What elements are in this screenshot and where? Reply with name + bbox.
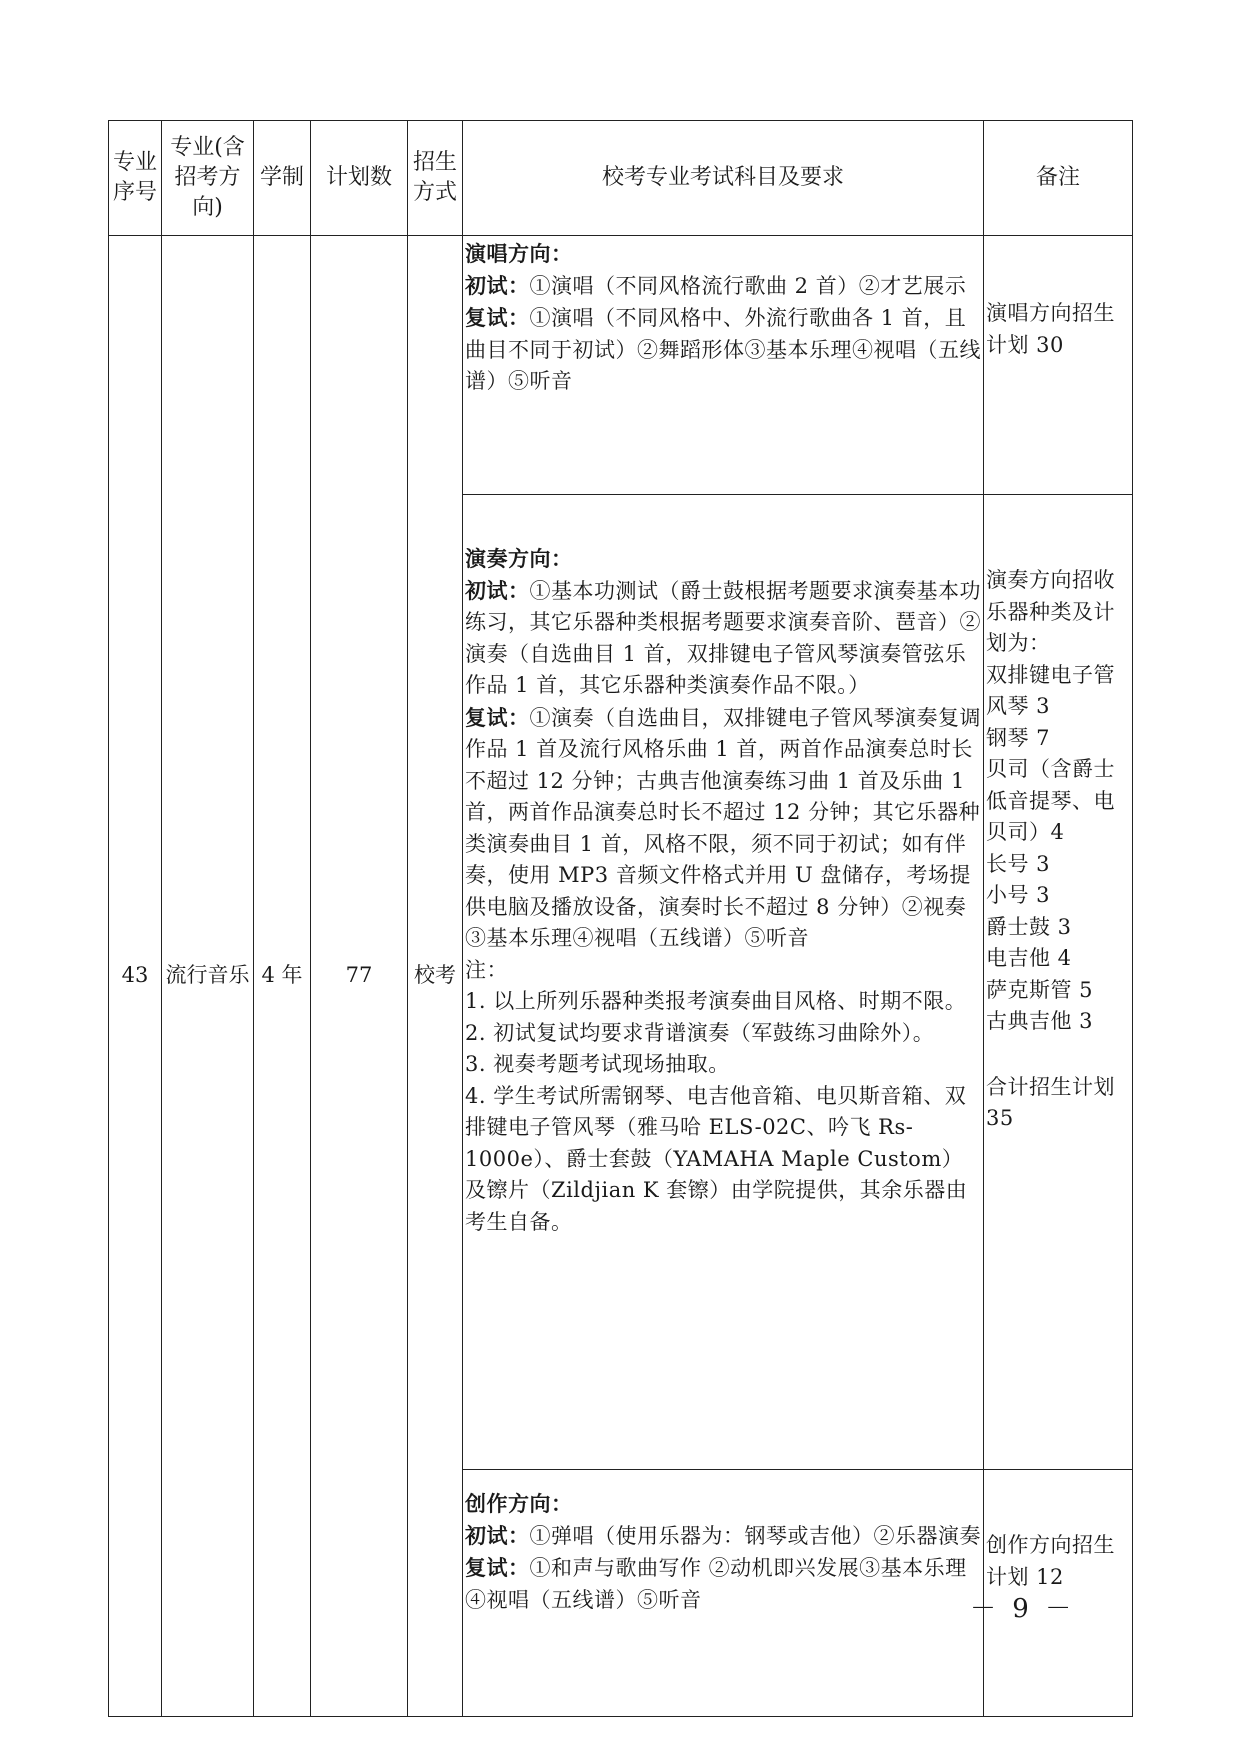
cell-requirements-singing	[463, 236, 984, 495]
notes-title: 注：	[465, 957, 508, 982]
cell-requirements-performance	[463, 495, 984, 1470]
note-item: 2. 初试复试均要求背谱演奏（军鼓练习曲除外）。	[465, 1020, 935, 1045]
initial-text: ①演唱（不同风格流行歌曲 2 首）②才艺展示	[529, 273, 967, 298]
cell-requirements-composition	[463, 1470, 984, 1717]
retest-text: ①和声与歌曲写作 ②动机即兴发展③基本乐理④视唱（五线谱）⑤听音	[465, 1556, 967, 1612]
remark-item: 电吉他 4	[986, 946, 1072, 970]
remark-item: 萨克斯管 5	[986, 977, 1094, 1002]
header-duration: 学制	[254, 121, 311, 236]
cell-seq: 43	[109, 236, 162, 1717]
retest-label: 复试：	[465, 704, 530, 730]
remark-total: 合计招生计划 35	[986, 1074, 1115, 1130]
remark-text: 演唱方向招生计划 30	[986, 301, 1115, 357]
direction-title: 演奏方向：	[465, 546, 573, 571]
note-item: 3. 视奏考题考试现场抽取。	[465, 1052, 730, 1076]
note-item: 1. 以上所列乐器种类报考演奏曲目风格、时期不限。	[465, 989, 967, 1013]
initial-label: 初试：	[465, 272, 530, 298]
remark-item: 古典吉他 3	[986, 1009, 1094, 1033]
retest-text: ①演唱（不同风格中、外流行歌曲各 1 首，且曲目不同于初试）②舞蹈形体③基本乐理④视唱（五线谱）⑤听音	[465, 306, 981, 393]
table-row-singing	[109, 236, 1133, 495]
remark-item: 钢琴 7	[986, 725, 1051, 750]
remark-intro: 演奏方向招收乐器种类及计划为：	[986, 568, 1115, 655]
header-row	[109, 121, 1133, 236]
cell-plan: 77	[311, 236, 408, 1717]
page-number: － 9 －	[970, 1594, 1076, 1624]
header-major: 专业(含招考方向)	[162, 121, 254, 236]
direction-title: 创作方向：	[465, 1491, 573, 1516]
initial-label: 初试：	[465, 1522, 530, 1548]
remark-item: 双排键电子管风琴 3	[986, 662, 1115, 718]
cell-major: 流行音乐	[162, 236, 254, 1717]
direction-title: 演唱方向：	[465, 241, 573, 266]
header-plan: 计划数	[311, 121, 408, 236]
cell-remark-singing	[984, 236, 1133, 495]
header-remarks: 备注	[984, 121, 1133, 236]
retest-label: 复试：	[465, 1555, 530, 1580]
admission-table	[108, 120, 1133, 1717]
remark-spacer	[986, 1038, 1130, 1072]
retest-label: 复试：	[465, 305, 530, 330]
cell-remark-performance	[984, 495, 1133, 1470]
initial-label: 初试：	[465, 577, 530, 603]
cell-duration: 4 年	[254, 236, 311, 1717]
remark-text: 创作方向招生计划 12	[986, 1533, 1115, 1589]
header-requirements: 校考专业考试科目及要求	[463, 121, 984, 236]
note-item: 4. 学生考试所需钢琴、电吉他音箱、电贝斯音箱、双排键电子管风琴（雅马哈 ELS-02C、吟飞 Rs-1000e）、爵士套鼓（YAMAHA Maple Custom）及镲片（Zildjian K 套镲）由学院提供，其余乐器由考生自备。	[465, 1083, 968, 1234]
remark-item: 小号 3	[986, 883, 1051, 907]
initial-text: ①基本功测试（爵士鼓根据考题要求演奏基本功练习，其它乐器种类根据考题要求演奏音阶、琶音）②演奏（自选曲目 1 首，双排键电子管风琴演奏管弦乐作品 1 首，其它乐器种类演奏作品不限。）	[465, 578, 981, 697]
remark-item: 长号 3	[986, 851, 1051, 876]
header-method: 招生方式	[408, 121, 463, 236]
cell-method: 校考	[408, 236, 463, 1717]
header-seq: 专业序号	[109, 121, 162, 236]
remark-item: 爵士鼓 3	[986, 914, 1072, 939]
remark-item: 贝司（含爵士低音提琴、电贝司）4	[986, 757, 1115, 844]
retest-text: ①演奏（自选曲目，双排键电子管风琴演奏复调作品 1 首及流行风格乐曲 1 首，两首作品演奏总时长不超过 12 分钟；古典吉他演奏练习曲 1 首及乐曲 1 首，两首作品演奏总时长不超过 12 分钟；其它乐器种类演奏曲目 1 首，风格不限，须不同于初试；如有伴奏，使用 MP3 音频文件格式并用 U 盘储存，考场提供电脑及播放设备，演奏时长不超过 8 分钟）②视奏③基本乐理④视唱（五线谱）⑤听音	[465, 705, 981, 950]
initial-text: ①弹唱（使用乐器为：钢琴或吉他）②乐器演奏	[529, 1523, 981, 1548]
